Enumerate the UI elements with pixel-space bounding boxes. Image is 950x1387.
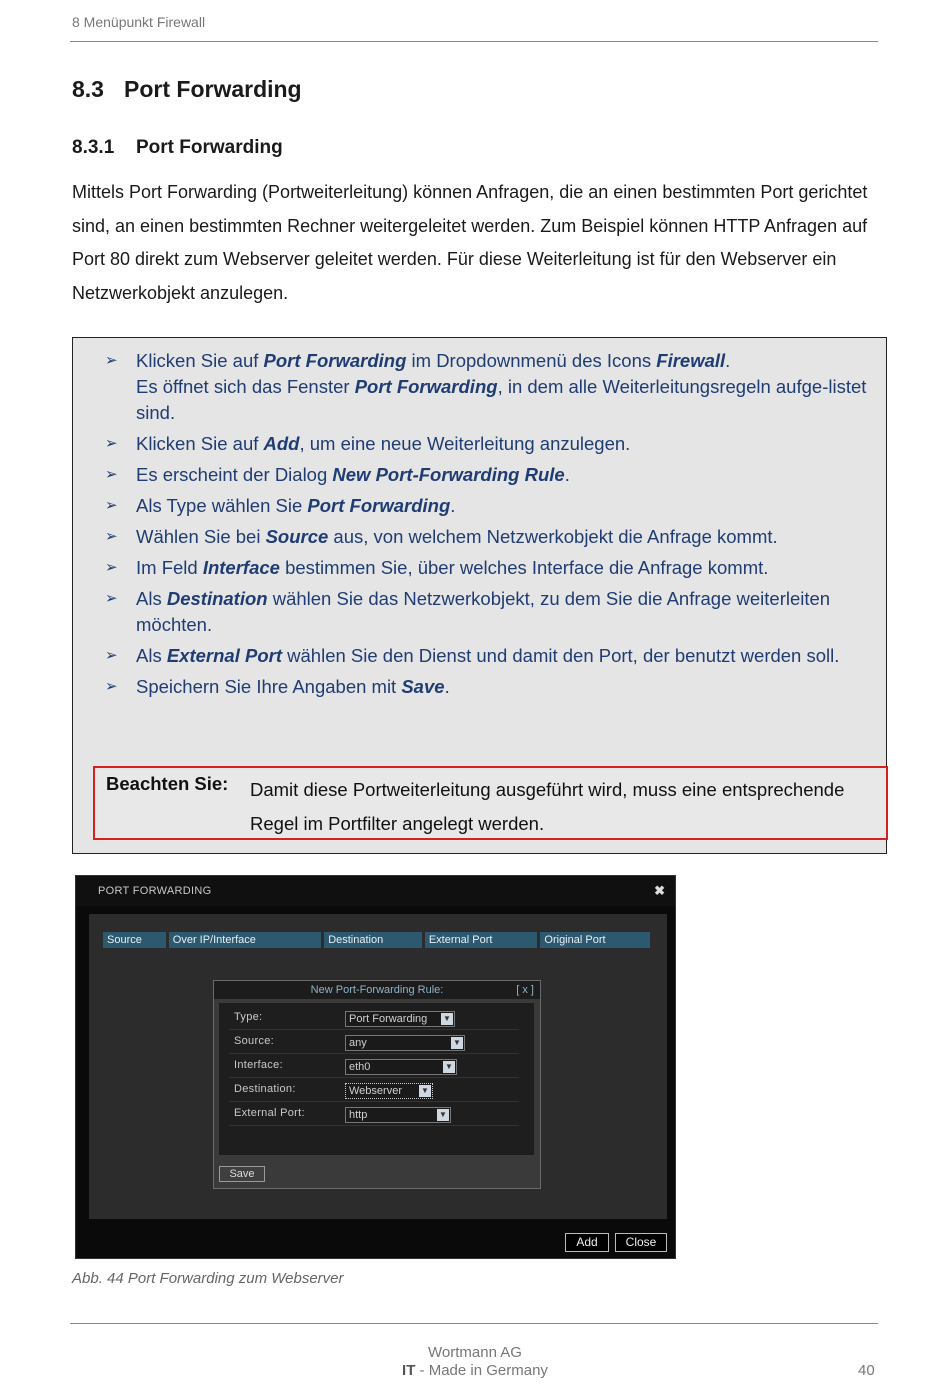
arrow-bullet-icon: ➢ (105, 352, 118, 369)
header-rule (70, 41, 878, 42)
step-item (73, 493, 886, 519)
select-value: Port Forwarding (349, 1013, 428, 1025)
select-value: http (349, 1109, 368, 1121)
column-header[interactable]: Over IP/Interface (169, 932, 321, 948)
step-text: Als (136, 645, 167, 666)
chevron-down-icon[interactable]: ▼ (451, 1037, 463, 1049)
step-emphasis: New Port-Forwarding Rule (332, 464, 565, 485)
figure-caption: Abb. 44 Port Forwarding zum Webserver (72, 1270, 344, 1287)
column-header[interactable]: External Port (425, 932, 538, 948)
arrow-bullet-icon: ➢ (105, 528, 118, 545)
step-text: , in dem alle Weiterleitungsregeln aufge-listet sind. (136, 376, 867, 423)
new-rule-dialog (213, 980, 541, 1189)
step-text: Es öffnet sich das Fenster (136, 376, 355, 397)
step-item (73, 555, 886, 581)
arrow-bullet-icon: ➢ (105, 647, 118, 664)
step-text: . (564, 464, 570, 485)
close-button[interactable]: Close (615, 1233, 667, 1252)
arrow-bullet-icon: ➢ (105, 435, 118, 452)
chevron-down-icon[interactable]: ▼ (441, 1013, 453, 1025)
section-number: 8.3 (72, 76, 104, 102)
dialog-title: New Port-Forwarding Rule: (214, 981, 540, 999)
form-row-interface (229, 1055, 519, 1078)
tagline-rest: - Made in Germany (415, 1362, 548, 1379)
chevron-down-icon[interactable]: ▼ (419, 1085, 431, 1097)
step-emphasis: Port Forwarding (354, 376, 498, 397)
note-label: Beachten Sie: (106, 773, 229, 794)
step-text: Wählen Sie bei (136, 526, 266, 547)
column-header[interactable]: Original Port (540, 932, 650, 948)
step-text: Klicken Sie auf (136, 433, 264, 454)
note-box (93, 766, 888, 840)
step-text: . (725, 350, 731, 371)
step-item (73, 431, 886, 457)
step-item (73, 348, 886, 426)
source-select[interactable] (345, 1035, 465, 1051)
step-item (73, 586, 886, 638)
step-text: bestimmen Sie, über welches Interface die Anfrage kommt. (279, 557, 769, 578)
field-label: Destination: (234, 1083, 296, 1095)
arrow-bullet-icon: ➢ (105, 466, 118, 483)
step-emphasis: Source (265, 526, 329, 547)
interface-select[interactable] (345, 1059, 457, 1075)
step-item (73, 674, 886, 700)
note-text: Damit diese Portweiterleitung ausgeführt wird, muss eine entsprechende Regel im Portfilter angelegt werden. (250, 779, 845, 834)
step-emphasis: Add (263, 433, 300, 454)
step-emphasis: Port Forwarding (307, 495, 451, 516)
column-header[interactable]: Source (103, 932, 166, 948)
step-text: Klicken Sie auf (136, 350, 264, 371)
form-row-external-port (229, 1103, 519, 1126)
step-emphasis: Port Forwarding (263, 350, 407, 371)
arrow-bullet-icon: ➢ (105, 497, 118, 514)
step-emphasis: Destination (166, 588, 268, 609)
intro-paragraph: Mittels Port Forwarding (Portweiterleitung) können Anfragen, die an einen bestimmten Port gerichtet sind, an einen bestimmten Rechner weitergeleitet werden. Zum Beispiel können HTTP Anfragen auf Port 80 direkt zum Webserver geleitet werden. Für diese Weiterleitung ist für den Webserver ein Netzwerkobjekt anzulegen. (72, 182, 868, 303)
section-title (72, 76, 302, 103)
destination-select[interactable] (345, 1083, 433, 1099)
footer-tagline (0, 1362, 950, 1379)
field-label: Type: (234, 1011, 263, 1023)
table-header (103, 932, 653, 948)
type-select[interactable] (345, 1011, 455, 1027)
chevron-down-icon[interactable]: ▼ (443, 1061, 455, 1073)
step-text: im Dropdownmenü des Icons (406, 350, 657, 371)
add-button[interactable]: Add (565, 1233, 609, 1252)
step-item (73, 643, 886, 669)
form-row-type (229, 1007, 519, 1030)
arrow-bullet-icon: ➢ (105, 559, 118, 576)
page-number: 40 (858, 1362, 875, 1379)
column-header[interactable]: Destination (324, 932, 422, 948)
window-title: PORT FORWARDING (98, 885, 212, 897)
form-row-source (229, 1031, 519, 1054)
form-row-destination (229, 1079, 519, 1102)
field-label: External Port: (234, 1107, 305, 1119)
step-text: Als (136, 588, 167, 609)
external-port-select[interactable] (345, 1107, 451, 1123)
step-item (73, 524, 886, 550)
instruction-box (72, 337, 887, 854)
step-emphasis: External Port (166, 645, 282, 666)
subsection-title-text: Port Forwarding (136, 137, 283, 158)
step-text: aus, von welchem Netzwerkobjekt die Anfrage kommt. (328, 526, 778, 547)
dialog-close-button[interactable]: [ x ] (516, 984, 534, 996)
rules-panel (89, 914, 667, 1219)
section-title-text: Port Forwarding (124, 76, 302, 102)
tagline-bold: IT (402, 1362, 416, 1379)
step-text: Als Type wählen Sie (136, 495, 308, 516)
step-text: Es erscheint der Dialog (136, 464, 333, 485)
step-text: . (444, 676, 450, 697)
step-text: , um eine neue Weiterleitung anzulegen. (299, 433, 631, 454)
running-header: 8 Menüpunkt Firewall (72, 14, 206, 30)
chevron-down-icon[interactable]: ▼ (437, 1109, 449, 1121)
step-list (73, 348, 886, 705)
field-label: Interface: (234, 1059, 283, 1071)
step-text: Im Feld (136, 557, 203, 578)
select-value: Webserver (349, 1085, 402, 1097)
select-value: eth0 (349, 1061, 371, 1073)
footer-rule (70, 1323, 878, 1324)
save-button[interactable]: Save (219, 1166, 265, 1182)
step-text: Speichern Sie Ihre Angaben mit (136, 676, 402, 697)
step-emphasis: Save (401, 676, 445, 697)
step-item (73, 462, 886, 488)
dialog-form (219, 1003, 534, 1155)
step-emphasis: Interface (202, 557, 280, 578)
subsection-number: 8.3.1 (72, 137, 115, 158)
close-icon[interactable]: ✖ (654, 883, 665, 898)
step-text: wählen Sie den Dienst und damit den Port, der benutzt werden soll. (282, 645, 840, 666)
footer-company: Wortmann AG (428, 1344, 522, 1361)
arrow-bullet-icon: ➢ (105, 678, 118, 695)
window-titlebar (76, 876, 675, 906)
step-text: . (450, 495, 456, 516)
step-text: wählen Sie das Netzwerkobjekt, zu dem Sie die Anfrage weiterleiten möchten. (136, 588, 831, 635)
port-forwarding-screenshot (75, 875, 676, 1259)
field-label: Source: (234, 1035, 275, 1047)
step-emphasis: Firewall (656, 350, 726, 371)
select-value: any (349, 1037, 367, 1049)
subsection-title (72, 137, 283, 159)
arrow-bullet-icon: ➢ (105, 590, 118, 607)
